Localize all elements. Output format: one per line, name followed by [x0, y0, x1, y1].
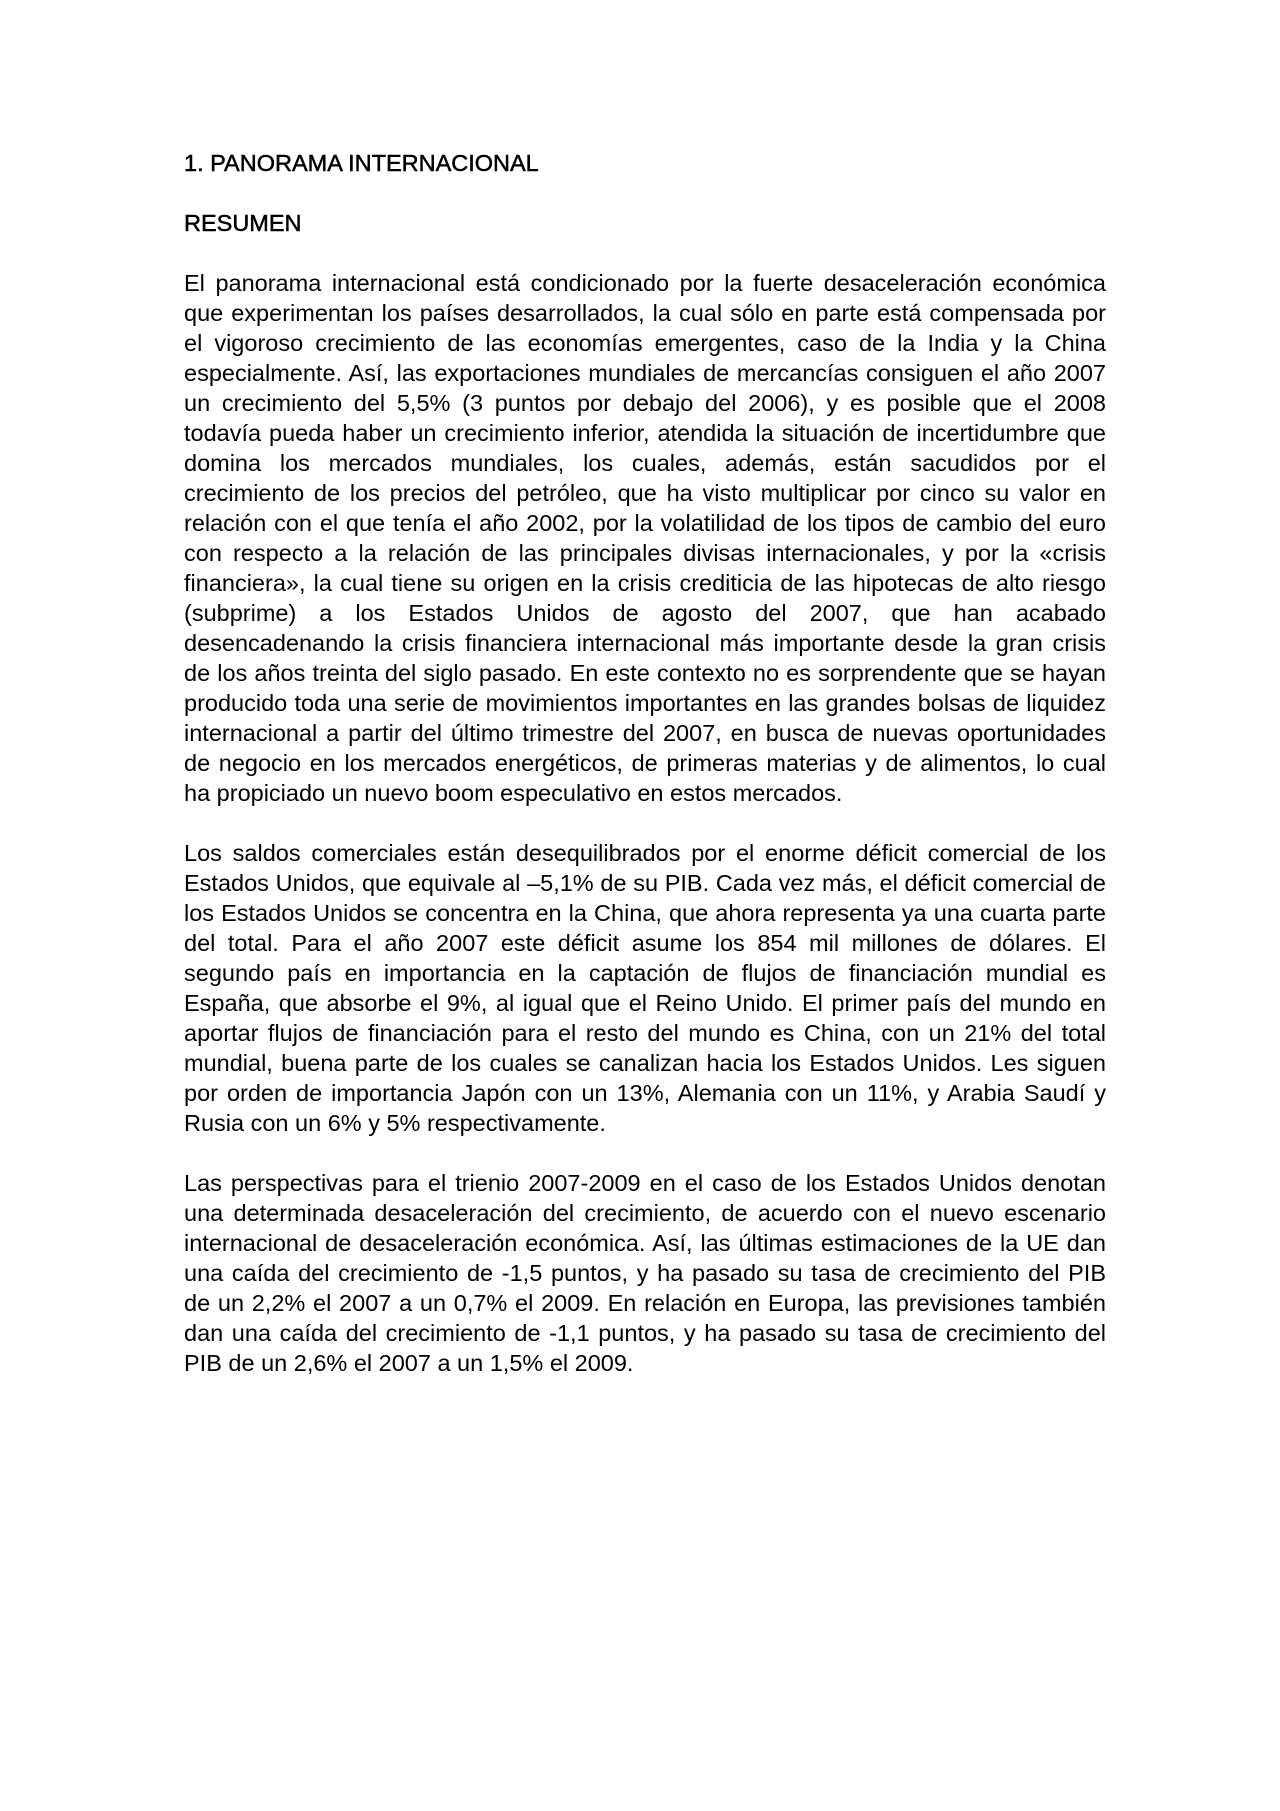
- paragraph-3: Las perspectivas para el trienio 2007-2009 en el caso de los Estados Unidos denotan una determinada desaceleración del crecimiento, de acuerdo con el nuevo escenario internacional de desaceleración económica. Así, las últimas estimaciones de la UE dan una caída del crecimiento de -1,5 puntos, y ha pasado su tasa de crecimiento del PIB de un 2,2% el 2007 a un 0,7% el 2009. En relación en Europa, las previsiones también dan una caída del crecimiento de -1,1 puntos, y ha pasado su tasa de crecimiento del PIB de un 2,6% el 2007 a un 1,5% el 2009.: [184, 1170, 1106, 1376]
- paragraph-2: Los saldos comerciales están desequilibrados por el enorme déficit comercial de los Estados Unidos, que equivale al –5,1% de su PIB. Cada vez más, el déficit comercial de los Estados Unidos se concentra en la China, que ahora representa ya una cuarta parte del total. Para el año 2007 este déficit asume los 854 mil millones de dólares. El segundo país en importancia en la captación de flujos de financiación mundial es España, que absorbe el 9%, al igual que el Reino Unido. El primer país del mundo en aportar flujos de financiación para el resto del mundo es China, con un 21% del total mundial, buena parte de los cuales se canalizan hacia los Estados Unidos. Les siguen por orden de importancia Japón con un 13%, Alemania con un 11%, y Arabia Saudí y Rusia con un 6% y 5% respectivamente.: [184, 840, 1106, 1136]
- subtitle: RESUMEN: [184, 210, 302, 236]
- paragraph-1: El panorama internacional está condicionado por la fuerte desaceleración económica que experimentan los países desarrollados, la cual sólo en parte está compensada por el vigoroso crecimiento de las economías emergentes, caso de la India y la China especialmente. Así, las exportaciones mundiales de mercancías consiguen el año 2007 un crecimiento del 5,5% (3 puntos por debajo del 2006), y es posible que el 2008 todavía pueda haber un crecimiento inferior, atendida la situación de incertidumbre que domina los mercados mundiales, los cuales, además, están sacudidos por el crecimiento de los precios del petróleo, que ha visto multiplicar por cinco su valor en relación con el que tenía el año 2002, por la volatilidad de los tipos de cambio del euro con respecto a la relación de las principales divisas internacionales, y por la «crisis financiera», la cual tiene su origen en la crisis crediticia de las hipotecas de alto riesgo (subprime) a los Estados Unidos de agosto del 2007, que han acabado desencadenando la crisis financiera internacional más importante desde la gran crisis de los años treinta del siglo pasado. En este contexto no es sorprendente que se hayan producido toda una serie de movimientos importantes en las grandes bolsas de liquidez internacional a partir del último trimestre del 2007, en busca de nuevas oportunidades de negocio en los mercados energéticos, de primeras materias y de alimentos, lo cual ha propiciado un nuevo boom especulativo en estos mercados.: [184, 270, 1106, 806]
- page-content: [184, 148, 1106, 1408]
- section-title: 1. PANORAMA INTERNACIONAL: [184, 150, 539, 176]
